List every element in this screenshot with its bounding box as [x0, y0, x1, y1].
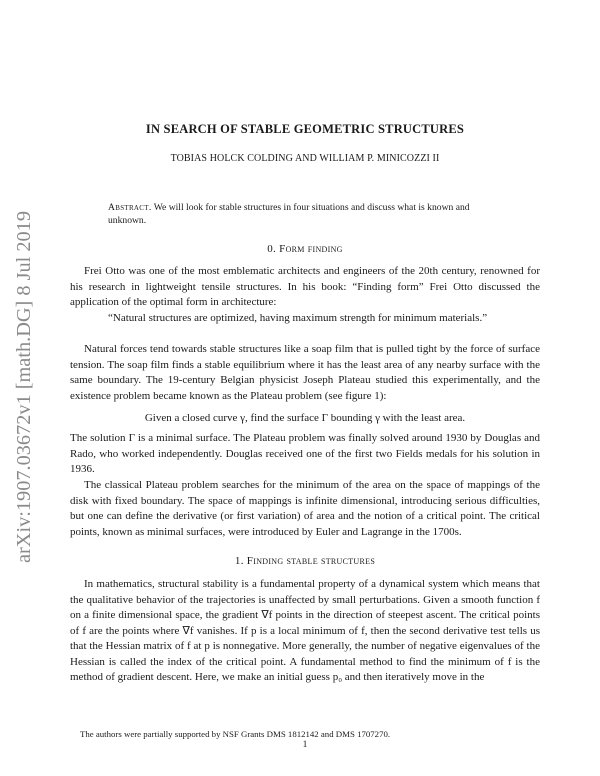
arxiv-id-text: arXiv:1907.03672v1 [math.DG] 8 Jul 2019: [13, 216, 35, 563]
section-0-paragraph-4: The classical Plateau problem searches for the minimum of the area on the space of mappings of the disk with fixed boundary. The space of mappings is infinite dimensional, introducing serious difficulties, but one can define the derivative (or first variation) of area and the notion of a critical point. The critical points, known as minimal surfaces, were introduced by Euler and Lagrange in the 1700s.: [70, 479, 540, 538]
paper-authors: TOBIAS HOLCK COLDING AND WILLIAM P. MINICOZZI II: [170, 153, 440, 164]
arxiv-identifier: [6, 205, 40, 565]
plateau-problem-statement: Given a closed curve γ, find the surface Γ bounding γ with the least area.: [144, 412, 466, 424]
section-0-paragraph-1: Frei Otto was one of the most emblematic architects and engineers of the 20th century, renowned for his research in lightweight tensile structures. In his book: “Finding form” Frei Otto discussed the application of the optimal form in architecture:: [70, 265, 540, 308]
abstract: [108, 201, 508, 227]
section-1-paragraph-1: In mathematics, structural stability is a fundamental property of a dynamical system which means that the qualitative behavior of the trajectories is unaffected by small perturbations. Given a smooth function f on a finite dimensional space, the gradient ∇f points in the direction of steepest ascent. The critical points of f are the points where ∇f vanishes. If p is a local minimum of f, then the second derivative test tells us that the Hessian matrix of f at p is nonnegative. More generally, the number of negative eigenvalues of the Hessian is called the index of the critical point. A fundamental method to find the minimum of f is the method of gradient descent. Here, we make an initial guess p₀ and then iteratively move in the: [70, 578, 540, 683]
section-1-heading: 1. Finding stable structures: [234, 555, 376, 567]
frei-otto-quote: “Natural structures are optimized, having maximum strength for minimum materials.”: [108, 312, 488, 324]
footnote: The authors were partially supported by NSF Grants DMS 1812142 and DMS 1707270.: [80, 729, 391, 739]
paper-title: IN SEARCH OF STABLE GEOMETRIC STRUCTURES: [145, 122, 465, 136]
page-number: 1: [302, 740, 308, 750]
section-0-paragraph-2: Natural forces tend towards stable structures like a soap film that is pulled tight by the force of surface tension. The soap film finds a stable equilibrium where it has the least area of any nearby surface with the same boundary. The 19-century Belgian physicist Joseph Plateau studied this experimentally, and the existence problem became known as the Plateau problem (see figure 1):: [70, 343, 540, 402]
section-0-paragraph-3: The solution Γ is a minimal surface. The Plateau problem was finally solved around 1930 by Douglas and Rado, who worked independently. Douglas received one of the first two Fields medals for his solution in 1936.: [70, 432, 540, 475]
abstract-text: We will look for stable structures in four situations and discuss what is known and unknown.: [108, 202, 470, 226]
abstract-label: Abstract.: [108, 202, 152, 213]
section-0-heading: 0. Form finding: [267, 243, 343, 255]
